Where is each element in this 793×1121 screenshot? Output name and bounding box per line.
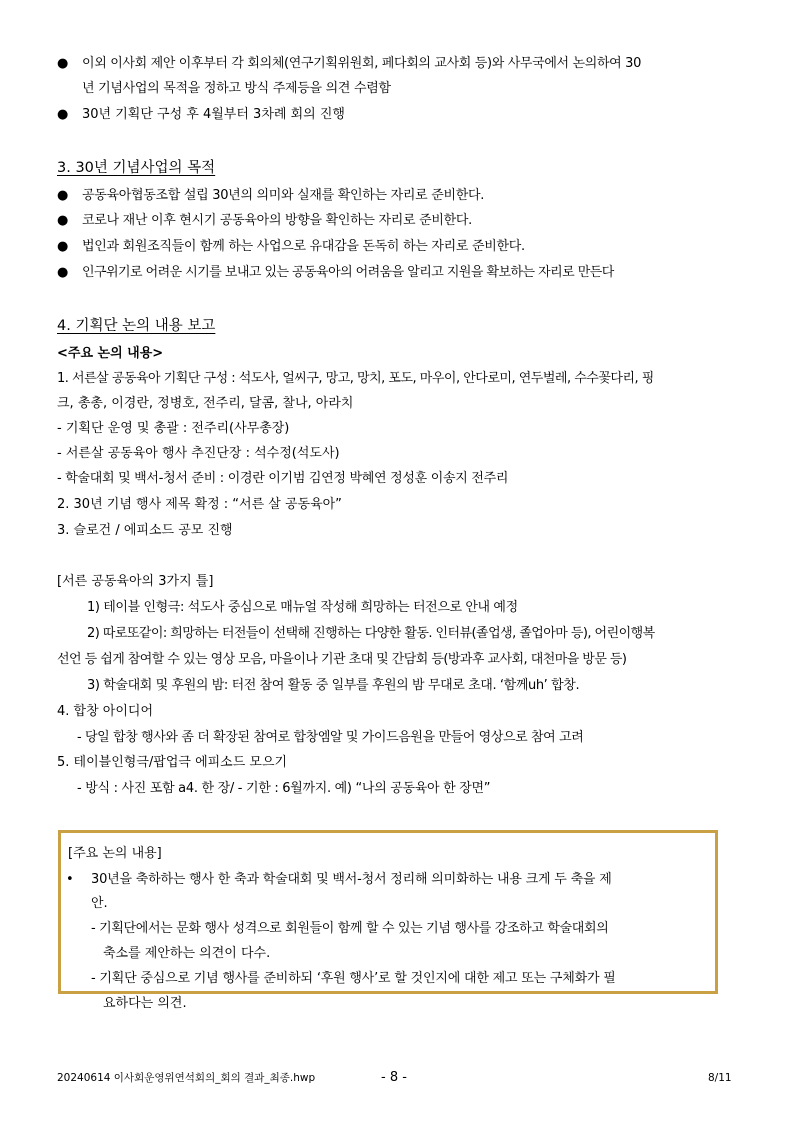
frame-item-continued: 선언 등 쉽게 참여할 수 있는 영상 모음, 마을이나 기관 초대 및 간담회 등(방과후 교사회, 대천마을 방문 등) <box>57 652 627 667</box>
summary-sub-text: - 기획단에서는 문화 행사 성격으로 회원들이 함께 할 수 있는 기념 행사를 강조하고 학술대회의 <box>91 921 609 936</box>
subheading: <주요 논의 내용> <box>57 346 164 361</box>
body-line: - 당일 합창 행사와 좀 더 확장된 참여로 합창엠알 및 가이드음원을 만들어 영상으로 참여 고려 <box>77 730 584 745</box>
bullet-text: 인구위기로 어려운 시기를 보내고 있는 공동육아의 어려움을 알리고 지원을 확보하는 자리로 만든다 <box>82 265 614 280</box>
bullet-text: 코로나 재난 이후 현시기 공동육아의 방향을 확인하는 자리로 준비한다. <box>82 213 472 228</box>
summary-sub-text: 요하다는 의견. <box>103 996 187 1011</box>
bullet-text: 법인과 회원조직들이 함께 하는 사업으로 유대감을 돈독히 하는 자리로 준비한다. <box>82 239 525 254</box>
bullet-icon: ● <box>57 265 69 280</box>
frame-item: 3) 학술대회 및 후원의 밤: 터전 참여 활동 중 일부를 후원의 밤 무대로 초대. ‘함께uh’ 합창. <box>87 678 580 693</box>
body-line: - 기획단 운영 및 총괄 : 전주리(사무총장) <box>57 421 290 436</box>
body-line: 4. 합창 아이디어 <box>57 704 154 719</box>
section-heading: 3. 30년 기념사업의 목적 <box>57 160 216 176</box>
body-line: 3. 슬로건 / 에피소드 공모 진행 <box>57 523 233 538</box>
bullet-text: 이외 이사회 제안 이후부터 각 회의체(연구기획위원회, 페다회의 교사회 등)와 사무국에서 논의하여 30 <box>82 56 641 71</box>
bullet-icon: • <box>66 872 74 887</box>
footer-page-number: - 8 - <box>381 1070 407 1085</box>
bullet-icon: ● <box>57 56 69 71</box>
summary-title: [주요 논의 내용] <box>68 846 162 861</box>
section-heading: 4. 기획단 논의 내용 보고 <box>57 318 216 334</box>
bullet-icon: ● <box>57 107 69 122</box>
bullet-icon: ● <box>57 239 69 254</box>
body-line: - 서른살 공동육아 행사 추진단장 : 석수정(석도사) <box>57 446 340 461</box>
bullet-icon: ● <box>57 188 69 203</box>
body-line: 2. 30년 기념 행사 제목 확정 : “서른 살 공동육아” <box>57 497 342 512</box>
frame-title: [서른 공동육아의 3가지 틀] <box>57 574 214 589</box>
bullet-text: 년 기념사업의 목적을 정하고 방식 주제등을 의견 수렴함 <box>82 81 391 96</box>
body-line: - 방식 : 사진 포함 a4. 한 장/ - 기한 : 6월까지. 예) “나의 공동육아 한 장면” <box>77 781 491 796</box>
frame-item: 2) 따로또같이: 희망하는 터전들이 선택해 진행하는 다양한 활동. 인터뷰(졸업생, 졸업아마 등), 어린이행복 <box>87 626 655 641</box>
footer-page-count: 8/11 <box>708 1072 732 1084</box>
frame-item: 1) 테이블 인형극: 석도사 중심으로 매뉴얼 작성해 희망하는 터전으로 안내 예정 <box>87 600 518 615</box>
summary-sub-text: - 기획단 중심으로 기념 행사를 준비하되 ‘후원 행사’로 할 것인지에 대한 제고 또는 구체화가 필 <box>91 971 616 986</box>
footer-filename: 20240614 이사회운영위연석회의_회의 결과_최종.hwp <box>57 1072 316 1084</box>
bullet-text: 30년 기획단 구성 후 4월부터 3차례 회의 진행 <box>82 107 345 122</box>
body-line: 크, 총총, 이경란, 정병호, 전주리, 달콤, 찰나, 아라치 <box>57 396 354 411</box>
bullet-text: 공동육아협동조합 설립 30년의 의미와 실재를 확인하는 자리로 준비한다. <box>82 188 485 203</box>
body-line: - 학술대회 및 백서-청서 준비 : 이경란 이기범 김연정 박혜연 정성훈 이송지 전주리 <box>57 471 509 486</box>
summary-main-text: 30년을 축하하는 행사 한 축과 학술대회 및 백서-청서 정리해 의미화하는 내용 크게 두 축을 제 <box>91 872 612 887</box>
body-line: 1. 서른살 공동육아 기획단 구성 : 석도사, 얼씨구, 망고, 망치, 포도, 마우이, 안다로미, 연두벌레, 수수꽃다리, 핑 <box>57 371 654 386</box>
summary-main-text: 안. <box>91 896 108 911</box>
summary-sub-text: 축소를 제안하는 의견이 다수. <box>103 946 271 961</box>
body-line: 5. 테이블인형극/팝업극 에피소드 모으기 <box>57 755 288 770</box>
bullet-icon: ● <box>57 213 69 228</box>
